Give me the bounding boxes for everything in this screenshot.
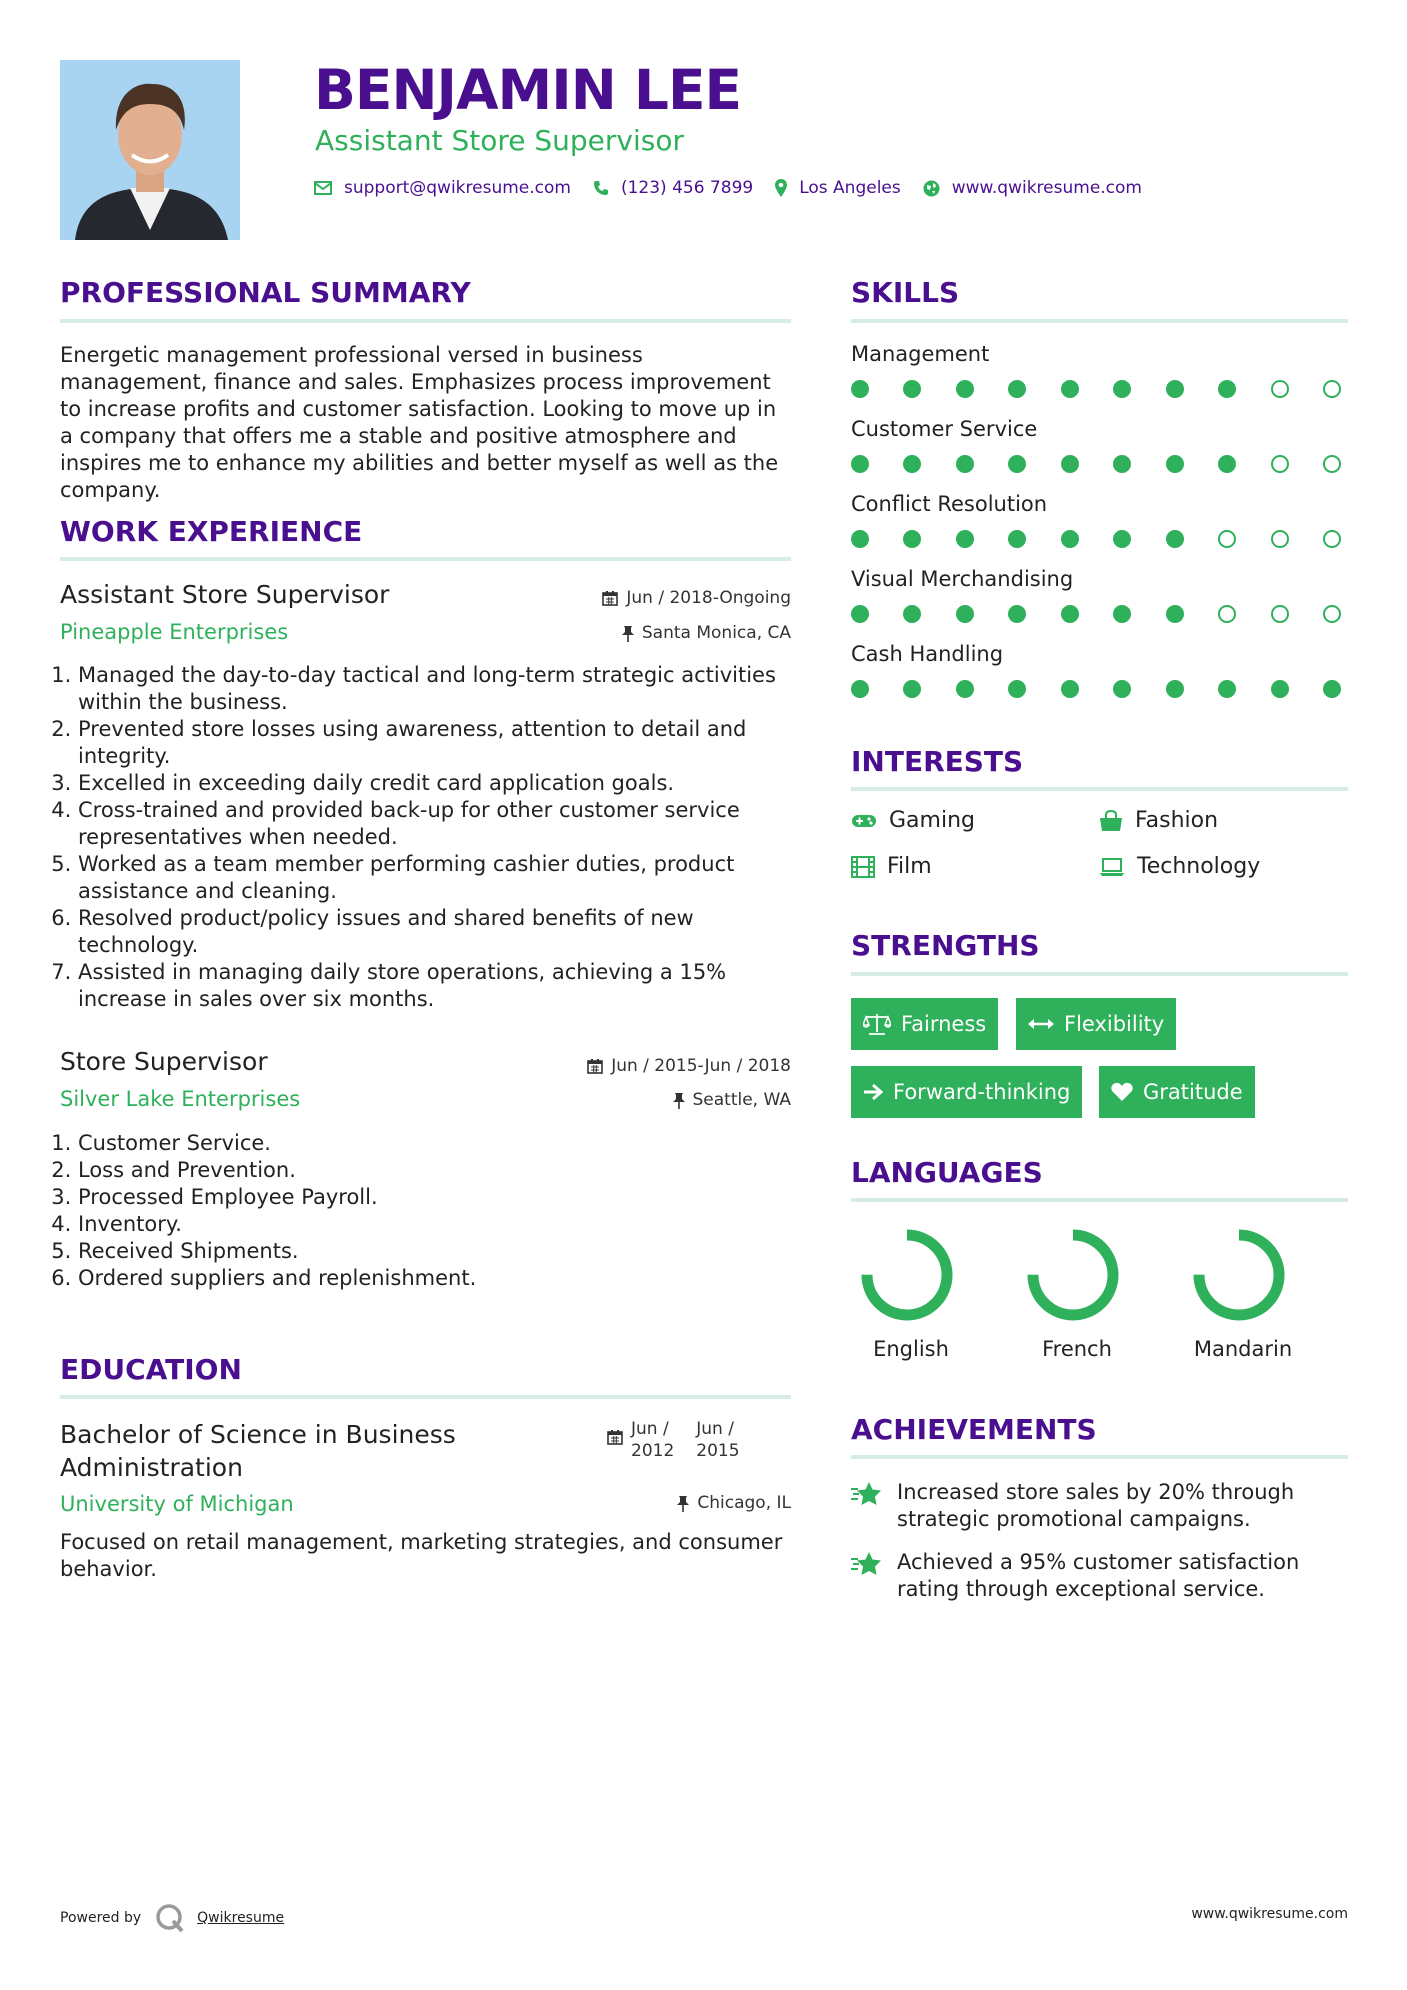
education-description: Focused on retail management, marketing strategies, and consumer behavior. xyxy=(60,1530,783,1581)
job-date xyxy=(491,1056,791,1076)
skill-row xyxy=(851,492,1348,567)
rating-dot-filled xyxy=(1166,605,1184,623)
rating-dot-filled xyxy=(956,530,974,548)
calendar-icon xyxy=(602,590,618,606)
list-item: 6. Ordered suppliers and replenishment. xyxy=(78,1265,798,1292)
balance-scale-icon xyxy=(863,1013,891,1035)
experience-heading: WORK EXPERIENCE xyxy=(60,515,363,548)
list-item: 1. Customer Service. xyxy=(78,1130,798,1157)
globe-icon xyxy=(923,180,940,197)
rating-dot-filled xyxy=(1008,455,1026,473)
location-text: Los Angeles xyxy=(799,178,901,198)
language-ring-arc xyxy=(1199,1235,1279,1315)
rating-dot-filled xyxy=(1061,380,1079,398)
calendar-icon xyxy=(607,1429,623,1445)
education-rule xyxy=(60,1395,791,1399)
job-date xyxy=(491,588,791,608)
summary-rule xyxy=(60,319,791,323)
interest-film xyxy=(851,854,932,879)
rating-dot-empty xyxy=(1218,605,1236,623)
rating-dot-filled xyxy=(956,455,974,473)
skill-name: Conflict Resolution xyxy=(851,492,1048,516)
end-month: Jun / xyxy=(696,1419,734,1439)
contact-phone[interactable] xyxy=(593,178,753,198)
rating-dot-empty xyxy=(1218,530,1236,548)
rating-dot-filled xyxy=(1008,530,1026,548)
list-item: 4. Cross-trained and provided back-up for other customer service representatives when needed. xyxy=(78,797,798,851)
list-item: 2. Prevented store losses using awareness, attention to detail and integrity. xyxy=(78,716,798,770)
rating-dot-filled xyxy=(1113,455,1131,473)
rating-dot-filled xyxy=(851,680,869,698)
rating-dot-filled xyxy=(851,530,869,548)
pushpin-icon xyxy=(622,625,634,642)
language-ring-arc xyxy=(867,1235,947,1315)
rating-dot-empty xyxy=(1271,530,1289,548)
school-name: University of Michigan xyxy=(60,1492,294,1516)
job-company: Silver Lake Enterprises xyxy=(60,1087,301,1111)
rating-dot-filled xyxy=(1061,680,1079,698)
job-company: Pineapple Enterprises xyxy=(60,620,289,644)
rating-dot-filled xyxy=(1061,455,1079,473)
contact-location xyxy=(775,178,901,198)
rating-dot-filled xyxy=(903,605,921,623)
pushpin-icon xyxy=(677,1495,689,1512)
achievement-text: Increased store sales by 20% through strategic promotional campaigns. xyxy=(897,1480,1295,1531)
end-year: 2015 xyxy=(696,1441,740,1461)
job-date-text: Jun / 2018-Ongoing xyxy=(626,588,791,608)
interest-technology xyxy=(1099,854,1260,879)
contact-email[interactable] xyxy=(314,178,571,198)
language-ring xyxy=(1023,1225,1123,1325)
degree-title xyxy=(60,1418,456,1484)
rating-dot-filled xyxy=(1166,680,1184,698)
shopping-bag-icon xyxy=(1099,810,1123,832)
film-icon xyxy=(851,856,875,878)
rating-dot-filled xyxy=(851,455,869,473)
strength-tag xyxy=(851,1066,1082,1118)
footer-branding xyxy=(60,1903,284,1933)
phone-text: (123) 456 7899 xyxy=(620,178,754,198)
rating-dot-filled xyxy=(1218,680,1236,698)
rating-dot-filled xyxy=(1166,455,1184,473)
job-location-text: Seattle, WA xyxy=(692,1090,791,1110)
rating-dot-filled xyxy=(1271,680,1289,698)
profile-photo xyxy=(60,60,240,240)
job-location xyxy=(491,1090,791,1110)
rating-dot-filled xyxy=(903,680,921,698)
pushpin-icon xyxy=(673,1092,685,1109)
rating-dot-filled xyxy=(1008,680,1026,698)
strength-label: Fairness xyxy=(901,1012,987,1036)
strength-tag xyxy=(1016,998,1176,1050)
email-text: support@qwikresume.com xyxy=(344,178,571,198)
rating-dot-filled xyxy=(851,380,869,398)
skill-rating xyxy=(851,680,1341,698)
job-title: Store Supervisor xyxy=(60,1047,268,1076)
skill-row xyxy=(851,642,1348,717)
rating-dot-filled xyxy=(956,680,974,698)
language-ring xyxy=(1189,1225,1289,1325)
star-icon xyxy=(851,1551,883,1577)
candidate-name: BENJAMIN LEE xyxy=(314,58,742,122)
school-location-text: Chicago, IL xyxy=(697,1493,791,1513)
skill-name: Management xyxy=(851,342,990,366)
strength-tag xyxy=(851,998,998,1050)
brand-link[interactable]: Qwikresume xyxy=(197,1910,285,1926)
achievement-item xyxy=(851,1479,1348,1533)
rating-dot-filled xyxy=(1061,605,1079,623)
powered-by-text: Powered by xyxy=(60,1910,142,1926)
list-item: 7. Assisted in managing daily store operations, achieving a 15% increase in sales over six months. xyxy=(78,959,798,1013)
skill-rating xyxy=(851,530,1341,548)
interest-fashion xyxy=(1099,808,1218,833)
skills-heading: SKILLS xyxy=(851,276,960,309)
start-month: Jun / xyxy=(631,1419,669,1439)
star-icon xyxy=(851,1481,883,1507)
job-duties xyxy=(60,662,798,1013)
arrows-horizontal-icon xyxy=(1028,1017,1054,1031)
rating-dot-empty xyxy=(1323,380,1341,398)
rating-dot-filled xyxy=(1218,380,1236,398)
job-date-text: Jun / 2015-Jun / 2018 xyxy=(611,1056,791,1076)
contact-website[interactable] xyxy=(923,178,1142,198)
rating-dot-filled xyxy=(851,605,869,623)
list-item: 5. Worked as a team member performing cashier duties, product assistance and cleaning. xyxy=(78,851,798,905)
language-item xyxy=(851,1225,971,1361)
job-duties xyxy=(60,1130,798,1292)
rating-dot-empty xyxy=(1271,605,1289,623)
start-year: 2012 xyxy=(631,1441,675,1461)
rating-dot-filled xyxy=(903,380,921,398)
skill-rating xyxy=(851,455,1341,473)
rating-dot-empty xyxy=(1323,605,1341,623)
rating-dot-filled xyxy=(1008,380,1026,398)
interests-heading: INTERESTS xyxy=(851,745,1024,778)
end-date xyxy=(696,1418,739,1462)
achievements-rule xyxy=(851,1455,1348,1459)
strength-label: Gratitude xyxy=(1143,1080,1243,1104)
language-name: Mandarin xyxy=(1193,1337,1293,1361)
strengths-rule xyxy=(851,972,1348,976)
skill-row xyxy=(851,417,1348,492)
list-item: 3. Excelled in exceeding daily credit card application goals. xyxy=(78,770,798,797)
strength-label: Forward-thinking xyxy=(893,1080,1071,1104)
rating-dot-filled xyxy=(1113,530,1131,548)
rating-dot-filled xyxy=(1061,530,1079,548)
achievements-heading: ACHIEVEMENTS xyxy=(851,1413,1097,1446)
skill-rating xyxy=(851,380,1341,398)
language-ring xyxy=(857,1225,957,1325)
start-date xyxy=(631,1418,674,1462)
summary-heading: PROFESSIONAL SUMMARY xyxy=(60,276,471,309)
interest-label: Technology xyxy=(1137,854,1261,879)
languages-rule xyxy=(851,1198,1348,1202)
heart-icon xyxy=(1111,1082,1133,1102)
skills-list xyxy=(851,342,1348,717)
phone-icon xyxy=(593,180,609,196)
languages-list xyxy=(851,1225,1348,1365)
degree-line: Administration xyxy=(60,1453,243,1482)
interest-gaming xyxy=(851,808,975,833)
language-item xyxy=(1183,1225,1303,1361)
skill-row xyxy=(851,567,1348,642)
rating-dot-filled xyxy=(903,530,921,548)
language-name: English xyxy=(873,1337,949,1361)
experience-rule xyxy=(60,557,791,561)
rating-dot-filled xyxy=(1008,605,1026,623)
rating-dot-empty xyxy=(1271,380,1289,398)
strengths-heading: STRENGTHS xyxy=(851,929,1040,962)
gamepad-icon xyxy=(851,813,877,829)
envelope-icon xyxy=(314,181,332,195)
language-item xyxy=(1017,1225,1137,1361)
strength-label: Flexibility xyxy=(1064,1012,1165,1036)
school-location xyxy=(491,1493,791,1513)
laptop-icon xyxy=(1099,857,1125,877)
interest-label: Fashion xyxy=(1135,808,1219,833)
list-item: 6. Resolved product/policy issues and shared benefits of new technology. xyxy=(78,905,798,959)
rating-dot-filled xyxy=(1166,380,1184,398)
arrow-right-icon xyxy=(863,1083,883,1101)
skill-rating xyxy=(851,605,1341,623)
rating-dot-filled xyxy=(1323,680,1341,698)
achievement-item xyxy=(851,1549,1348,1603)
rating-dot-filled xyxy=(1113,380,1131,398)
rating-dot-filled xyxy=(903,455,921,473)
rating-dot-filled xyxy=(956,605,974,623)
skills-rule xyxy=(851,319,1348,323)
rating-dot-empty xyxy=(1323,530,1341,548)
skill-name: Customer Service xyxy=(851,417,1038,441)
rating-dot-filled xyxy=(1218,455,1236,473)
list-item: 2. Loss and Prevention. xyxy=(78,1157,798,1184)
education-heading: EDUCATION xyxy=(60,1353,242,1386)
skill-name: Cash Handling xyxy=(851,642,1004,666)
skill-row xyxy=(851,342,1348,417)
rating-dot-empty xyxy=(1323,455,1341,473)
degree-line: Bachelor of Science in Business xyxy=(60,1420,456,1449)
footer-website[interactable]: www.qwikresume.com xyxy=(1191,1906,1348,1922)
rating-dot-filled xyxy=(1166,530,1184,548)
strength-tag xyxy=(1099,1066,1255,1118)
candidate-title: Assistant Store Supervisor xyxy=(315,124,684,157)
rating-dot-filled xyxy=(956,380,974,398)
list-item: 4. Inventory. xyxy=(78,1211,798,1238)
rating-dot-filled xyxy=(1113,605,1131,623)
list-item: 3. Processed Employee Payroll. xyxy=(78,1184,798,1211)
language-name: French xyxy=(1042,1337,1112,1361)
contact-bar xyxy=(314,178,1164,198)
job-location xyxy=(491,623,791,643)
interests-rule xyxy=(851,787,1348,791)
qwikresume-logo-icon xyxy=(155,1903,185,1933)
job-location-text: Santa Monica, CA xyxy=(641,623,791,643)
list-item: 5. Received Shipments. xyxy=(78,1238,798,1265)
education-dates xyxy=(607,1418,740,1462)
skill-name: Visual Merchandising xyxy=(851,567,1074,591)
languages-heading: LANGUAGES xyxy=(851,1156,1043,1189)
summary-text: Energetic management professional versed in business management, finance and sales. Emphasizes process improvement to increase profits and customer satisfaction. Looking to move up in a company that offers me a stable and positive atmosphere and inspires me to enhance my abilities and better myself as well as the company. xyxy=(60,343,779,502)
calendar-icon xyxy=(587,1058,603,1074)
rating-dot-filled xyxy=(1113,680,1131,698)
rating-dot-empty xyxy=(1271,455,1289,473)
interest-label: Film xyxy=(887,854,932,879)
website-text: www.qwikresume.com xyxy=(951,178,1142,198)
map-marker-icon xyxy=(775,179,787,197)
interest-label: Gaming xyxy=(889,808,975,833)
job-title: Assistant Store Supervisor xyxy=(60,580,390,609)
language-ring-arc xyxy=(1033,1235,1113,1315)
list-item: 1. Managed the day-to-day tactical and long-term strategic activities within the business. xyxy=(78,662,798,716)
achievement-text: Achieved a 95% customer satisfaction rating through exceptional service. xyxy=(897,1550,1300,1601)
